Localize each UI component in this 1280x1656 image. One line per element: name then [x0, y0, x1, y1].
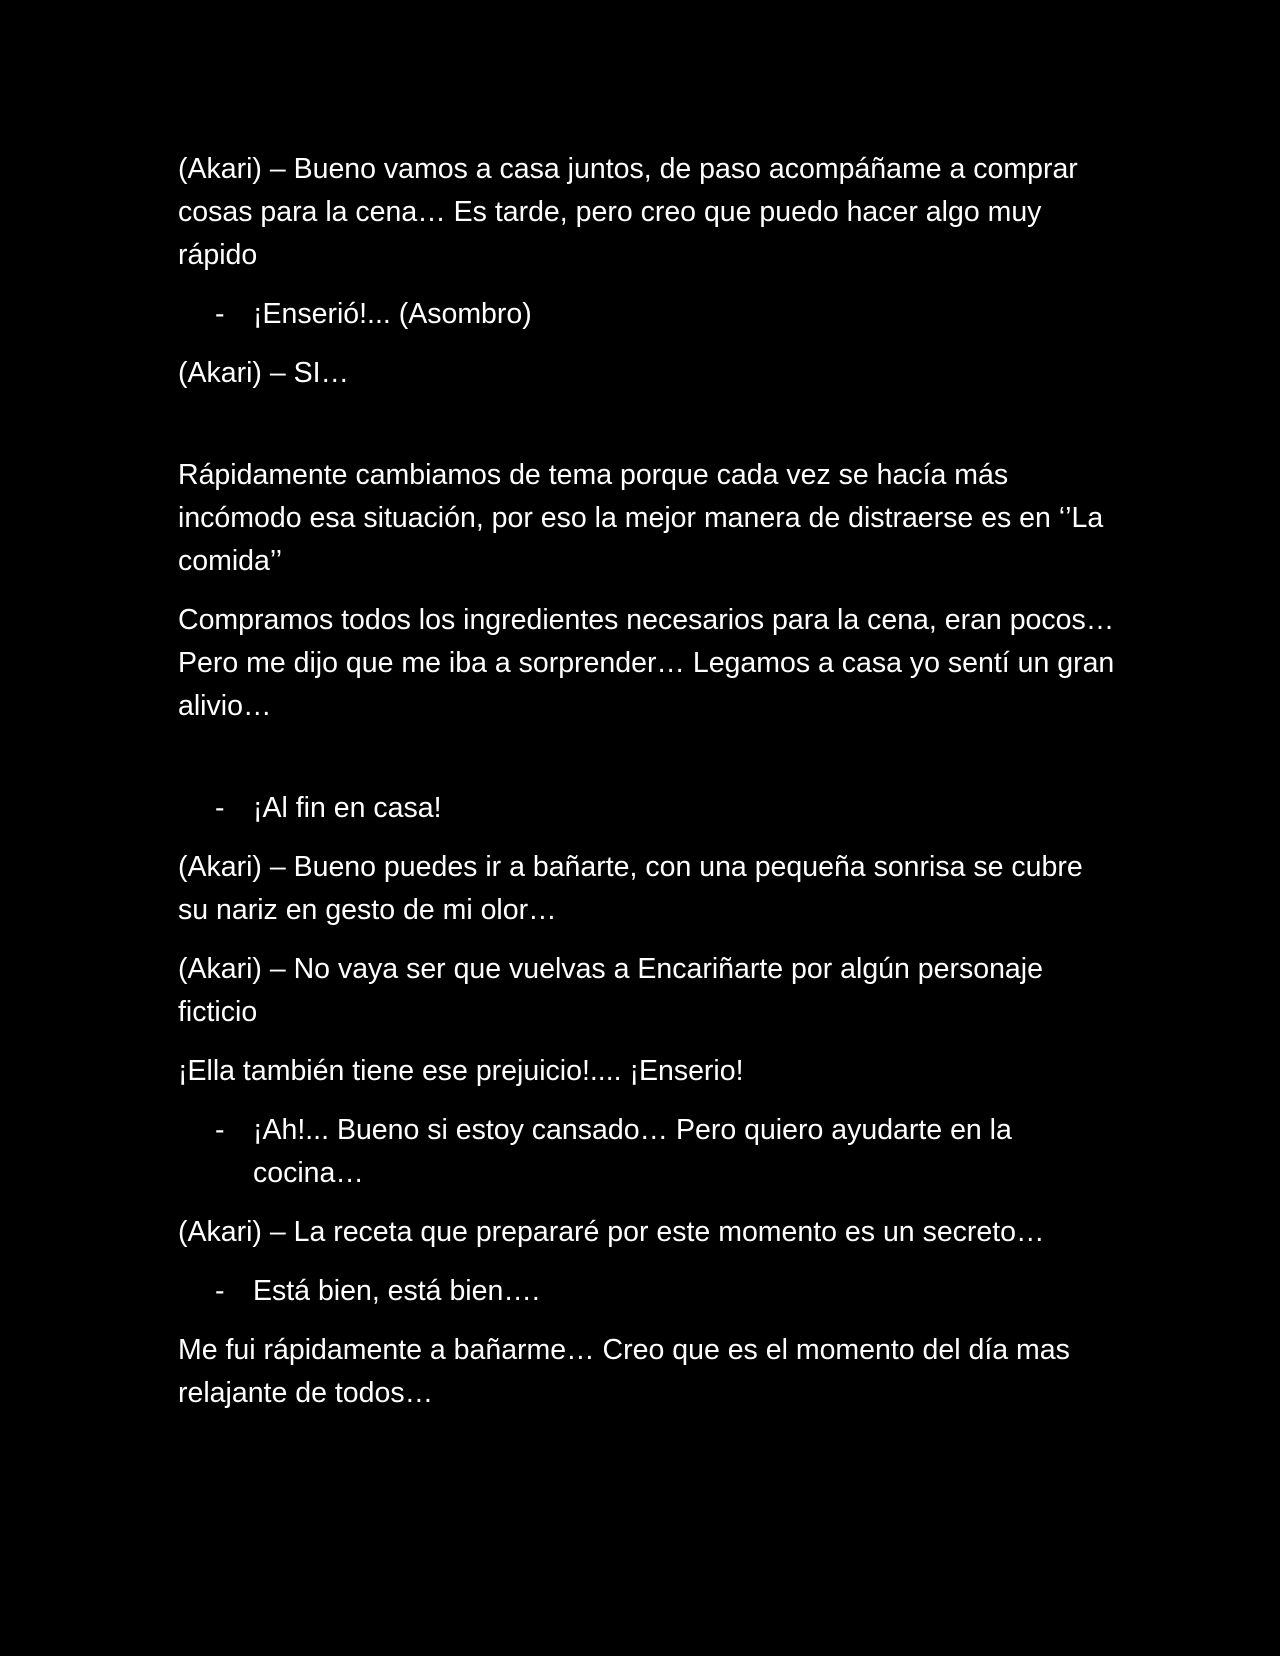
dialogue-text: ¡Ah!... Bueno si estoy cansado… Pero quiero ayudarte en la cocina… — [253, 1114, 1012, 1189]
dialogue-text: ¡Enserió!... (Asombro) — [253, 298, 532, 330]
paragraph-8: (Akari) – La receta que prepararé por este momento es un secreto… — [178, 1216, 1045, 1248]
paragraph-5: (Akari) – Bueno puedes ir a bañarte, con una pequeña sonrisa se cubre su nariz en gesto de mi olor… — [178, 851, 1083, 926]
paragraph-2: (Akari) – SI… — [178, 357, 350, 389]
paragraph-7: ¡Ella también tiene ese prejuicio!.... ¡Enserio! — [178, 1055, 744, 1087]
dialogue-line-2 — [178, 787, 1118, 830]
dash-bullet: - — [215, 792, 225, 824]
dialogue-text: Está bien, está bien…. — [253, 1275, 540, 1307]
paragraph-3: Rápidamente cambiamos de tema porque cada vez se hacía más incómodo esa situación, por eso la mejor manera de distraerse es en ‘’La comida’’ — [178, 459, 1104, 577]
document-body — [178, 148, 1118, 1431]
dash-bullet: - — [215, 298, 225, 330]
dialogue-line-4 — [178, 1270, 1118, 1313]
dialogue-line-1 — [178, 293, 1118, 336]
paragraph-1: (Akari) – Bueno vamos a casa juntos, de paso acompáñame a comprar cosas para la cena… Es tarde, pero creo que puedo hacer algo muy rápido — [178, 153, 1078, 271]
dash-bullet: - — [215, 1275, 225, 1307]
blank-line — [178, 744, 1118, 787]
dialogue-text: ¡Al fin en casa! — [253, 792, 442, 824]
dialogue-line-3 — [178, 1109, 1118, 1195]
paragraph-4: Compramos todos los ingredientes necesarios para la cena, eran pocos… Pero me dijo que me iba a sorprender… Legamos a casa yo sentí un gran alivio… — [178, 604, 1115, 722]
paragraph-9: Me fui rápidamente a bañarme… Creo que es el momento del día mas relajante de todos… — [178, 1334, 1070, 1409]
blank-line — [178, 411, 1118, 454]
paragraph-6: (Akari) – No vaya ser que vuelvas a Encariñarte por algún personaje ficticio — [178, 953, 1043, 1028]
dash-bullet: - — [215, 1114, 225, 1146]
